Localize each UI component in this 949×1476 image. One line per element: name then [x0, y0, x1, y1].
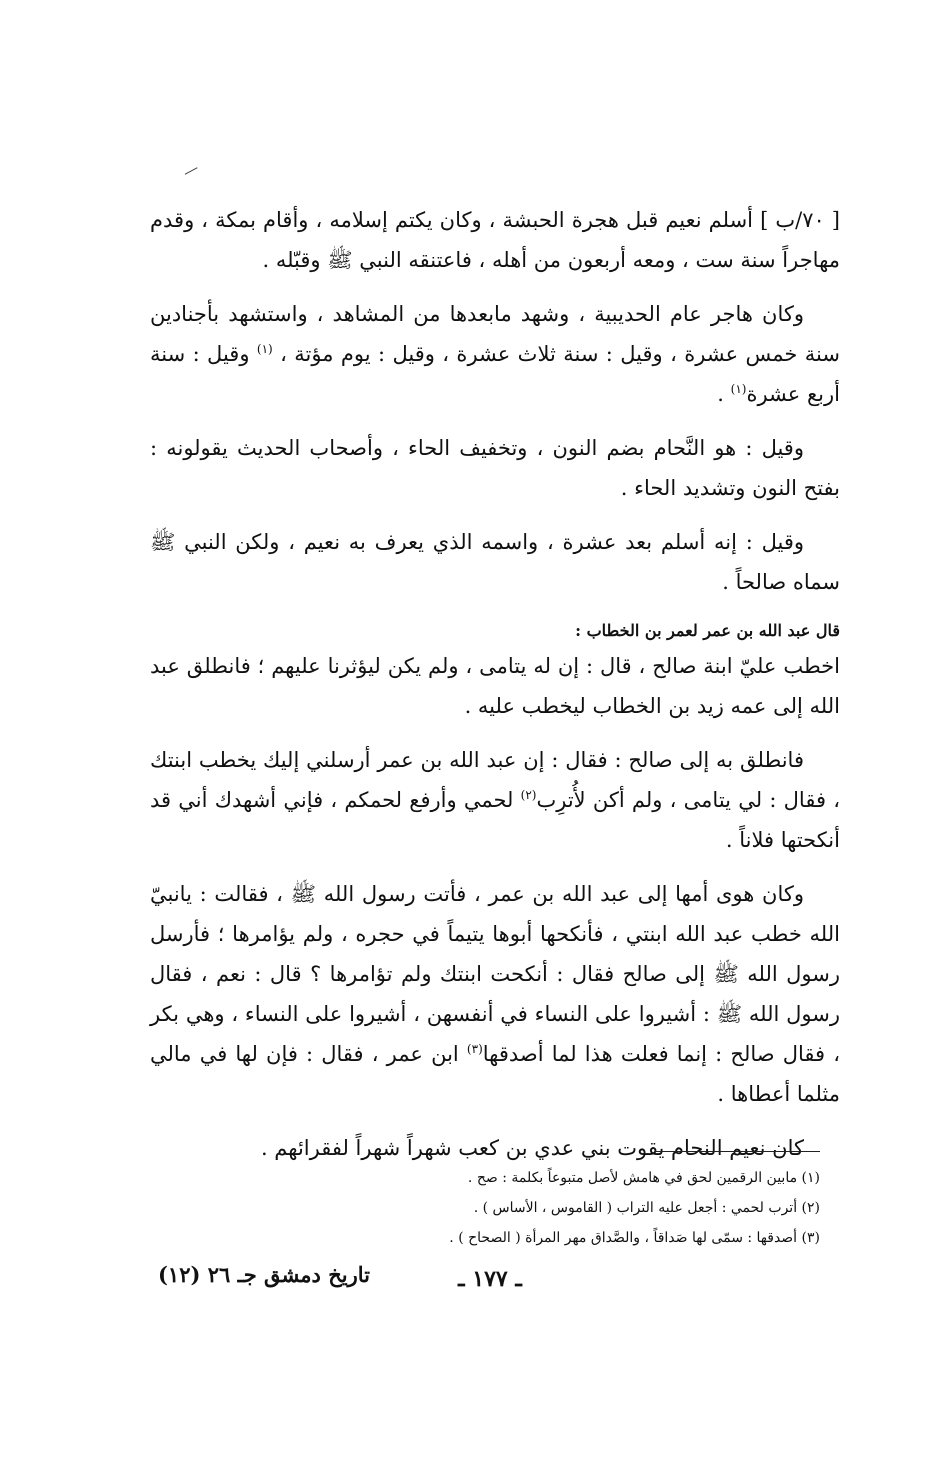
paragraph-6: [150, 740, 840, 860]
main-text: [150, 200, 840, 1182]
paragraph-2-text-b: وقيل : سنة أربع عشرة: [150, 342, 840, 406]
paragraph-8: [150, 1128, 840, 1168]
footnote-ref-3: (٣): [466, 1042, 483, 1056]
footnote-ref-1b: (١): [730, 382, 747, 396]
book-reference: تاريخ دمشق جـ ٢٦ (١٢): [157, 1262, 370, 1287]
paragraph-5-text: اخطب عليّ ابنة صالح ، قال : إن له يتامى ، ولم يكن ليؤثرنا عليهم ؛ فانطلق عبد الله إلى عمه زيد بن الخطاب ليخطب عليه .: [150, 654, 840, 718]
footnote-2: (٢) أترب لحمي : أجعل عليه التراب ( القاموس ، الأساس ) .: [473, 1200, 820, 1216]
paragraph-3: [150, 428, 840, 508]
footnote-1: (١) مابين الرقمين لحق في هامش لأصل متبوعاً بكلمة : صح .: [467, 1170, 820, 1186]
paragraph-2-text-a: وكان هاجر عام الحديبية ، وشهد مابعدها من المشاهد ، واستشهد بأجنادين سنة خمس عشرة ، وقيل : سنة ثلاث عشرة ، وقيل : يوم مؤتة ،: [150, 302, 840, 366]
paragraph-1-text: [ ٧٠/ب ] أسلم نعيم قبل هجرة الحبشة ، وكان يكتم إسلامه ، وأقام بمكة ، وقدم مهاجراً سنة ست ، ومعه أربعون من أهله ، فاعتنقه النبي ﷺ وقبّله .: [150, 208, 841, 272]
paragraph-7-text-b: ابن عمر ، فقال : فإن لها في مالي مثلما أعطاها .: [150, 1042, 840, 1106]
paragraph-6-text-a: فانطلق به إلى صالح : فقال : إن عبد الله بن عمر أرسلني إليك يخطب ابنتك ، فقال : لي يتامى ، ولم أكن لأُترِب: [150, 748, 840, 812]
footnote-separator: [655, 1151, 820, 1152]
paragraph-1: [150, 200, 840, 280]
footnote-ref-2: (٢): [520, 788, 537, 802]
paragraph-2: [150, 294, 840, 414]
paragraph-6-text-b: لحمي وأرفع لحمكم ، فإني أشهدك أني قد أنكحتها فلاناً .: [150, 788, 840, 852]
footnotes: [300, 1163, 820, 1253]
paragraph-3-text: وقيل : هو النَّحام بضم النون ، وتخفيف الحاء ، وأصحاب الحديث يقولونه : بفتح النون وتشديد الحاء .: [150, 436, 840, 500]
paragraph-4-text: وقيل : إنه أسلم بعد عشرة ، واسمه الذي يعرف به نعيم ، ولكن النبي ﷺ سماه صالحاً .: [150, 530, 840, 594]
paragraph-8-text: كان نعيم النحام يقوت بني عدي بن كعب شهراً شهراً لفقرائهم .: [260, 1136, 804, 1160]
paragraph-5: [150, 646, 840, 726]
paragraph-7-text-a: وكان هوى أمها إلى عبد الله بن عمر ، فأتت رسول الله ﷺ ، فقالت : يانبيّ الله خطب عبد الله ابنتي ، فأنكحها أبوها يتيماً في حجره ، ولم يؤامرها ؛ فأرسل رسول الله ﷺ إلى صالح فقال : أنكحت ابنتك ولم تؤامرها ؟ قال : نعم ، فقال رسول الله ﷺ : أشيروا على النساء في أنفسهن ، أشيروا على النساء ، وهي بكر ، فقال صالح : إنما فعلت هذا لما أصدقها: [150, 882, 840, 1066]
footnote-ref-1a: (١): [256, 342, 273, 356]
page-number: ـ ١٧٧ ـ: [458, 1266, 522, 1292]
paragraph-2-text-c: .: [717, 382, 731, 406]
footnote-3: (٣) أصدقها : سمّى لها صَداقاً ، والصَّداق مهر المرأة ( الصحاح ) .: [449, 1230, 820, 1246]
paragraph-7: [150, 874, 840, 1114]
paragraph-4: [150, 522, 840, 602]
margin-mark: [185, 167, 202, 182]
section-heading: قال عبد الله بن عمر لعمر بن الخطاب :: [575, 621, 840, 640]
